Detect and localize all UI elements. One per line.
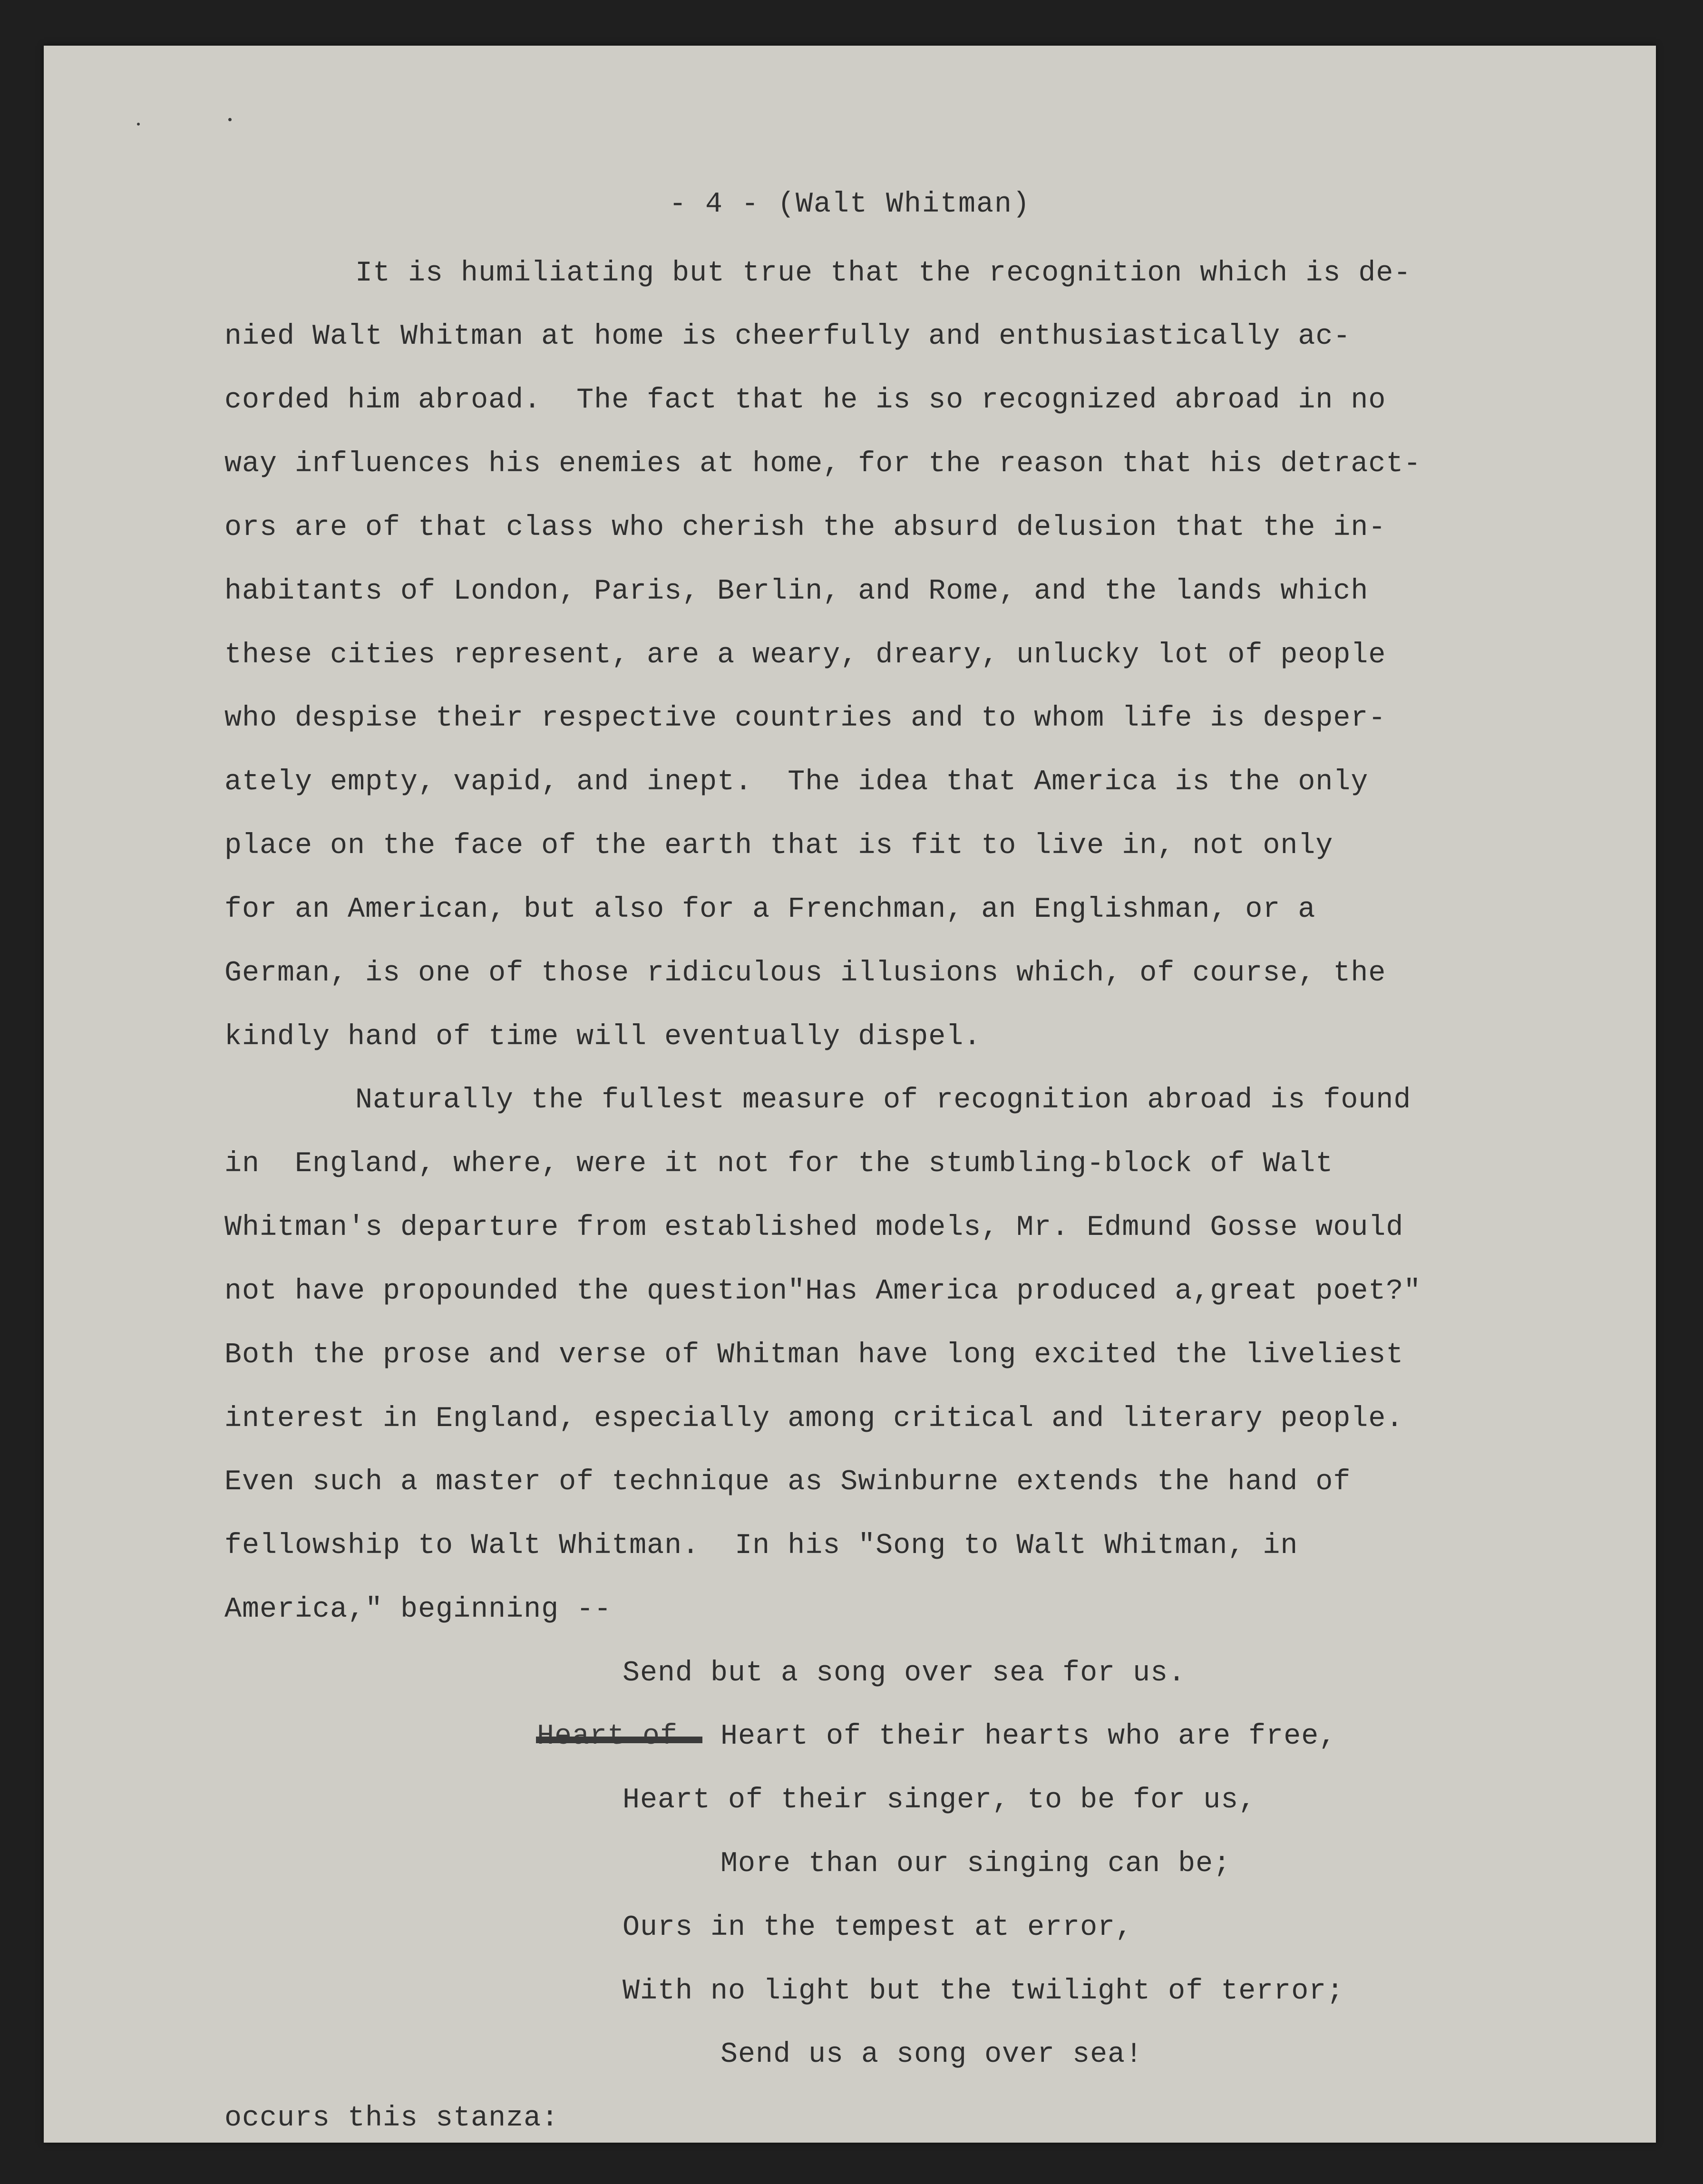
text-line: Both the prose and verse of Whitman have long excited the liveliest [224,1339,1404,1371]
text-line: Naturally the fullest measure of recognition abroad is found [355,1084,1411,1116]
typewritten-page [44,46,1656,2143]
text-line: It is humiliating but true that the recognition which is de- [355,257,1411,290]
verse-line: More than our singing can be; [720,1848,1231,1880]
text-line: way influences his enemies at home, for the reason that his detract- [224,448,1421,480]
text-line: German, is one of those ridiculous illusions which, of course, the [224,957,1386,990]
text-line: fellowship to Walt Whitman. In his "Song to Walt Whitman, in [224,1530,1298,1562]
text-line: these cities represent, are a weary, dreary, unlucky lot of people [224,639,1386,671]
text-line: Even such a master of technique as Swinburne extends the hand of [224,1466,1351,1498]
text-line: kindly hand of time will eventually dispel. [224,1021,982,1053]
text-line: in England, where, were it not for the stumbling-block of Walt [224,1148,1333,1180]
text-line: interest in England, especially among critical and literary people. [224,1403,1404,1435]
text-line: ately empty, vapid, and inept. The idea that America is the only [224,766,1369,798]
verse-line: Ours in the tempest at error, [623,1912,1133,1944]
text-line: for an American, but also for a Frenchman, an Englishman, or a [224,893,1316,926]
verse-line: Send us a song over sea! [720,2038,1143,2071]
verse-line: Heart of their singer, to be for us, [623,1784,1256,1816]
punch-mark [137,123,140,126]
closing-line: occurs this stanza: [224,2102,559,2135]
text-line: corded him abroad. The fact that he is so recognized abroad in no [224,384,1386,417]
text-line: Whitman's departure from established models, Mr. Edmund Gosse would [224,1212,1404,1244]
verse-line: Heart of their hearts who are free, [720,1720,1337,1753]
text-line: place on the face of the earth that is fit to live in, not only [224,830,1333,862]
text-line: who despise their respective countries and to whom life is desper- [224,702,1386,735]
text-line: America," beginning -- [224,1593,612,1626]
verse-line: Send but a song over sea for us. [623,1657,1186,1689]
strikethrough-mark [536,1737,702,1743]
text-line: not have propounded the question"Has America produced a,great poet?" [224,1275,1421,1308]
text-line: nied Walt Whitman at home is cheerfully and enthusiastically ac- [224,320,1351,353]
page-title: - 4 - (Walt Whitman) [669,188,1031,221]
text-line: habitants of London, Paris, Berlin, and Rome, and the lands which [224,575,1369,608]
verse-line: With no light but the twilight of terror; [623,1975,1344,2008]
text-line: ors are of that class who cherish the absurd delusion that the in- [224,512,1386,544]
punch-mark [228,118,232,121]
